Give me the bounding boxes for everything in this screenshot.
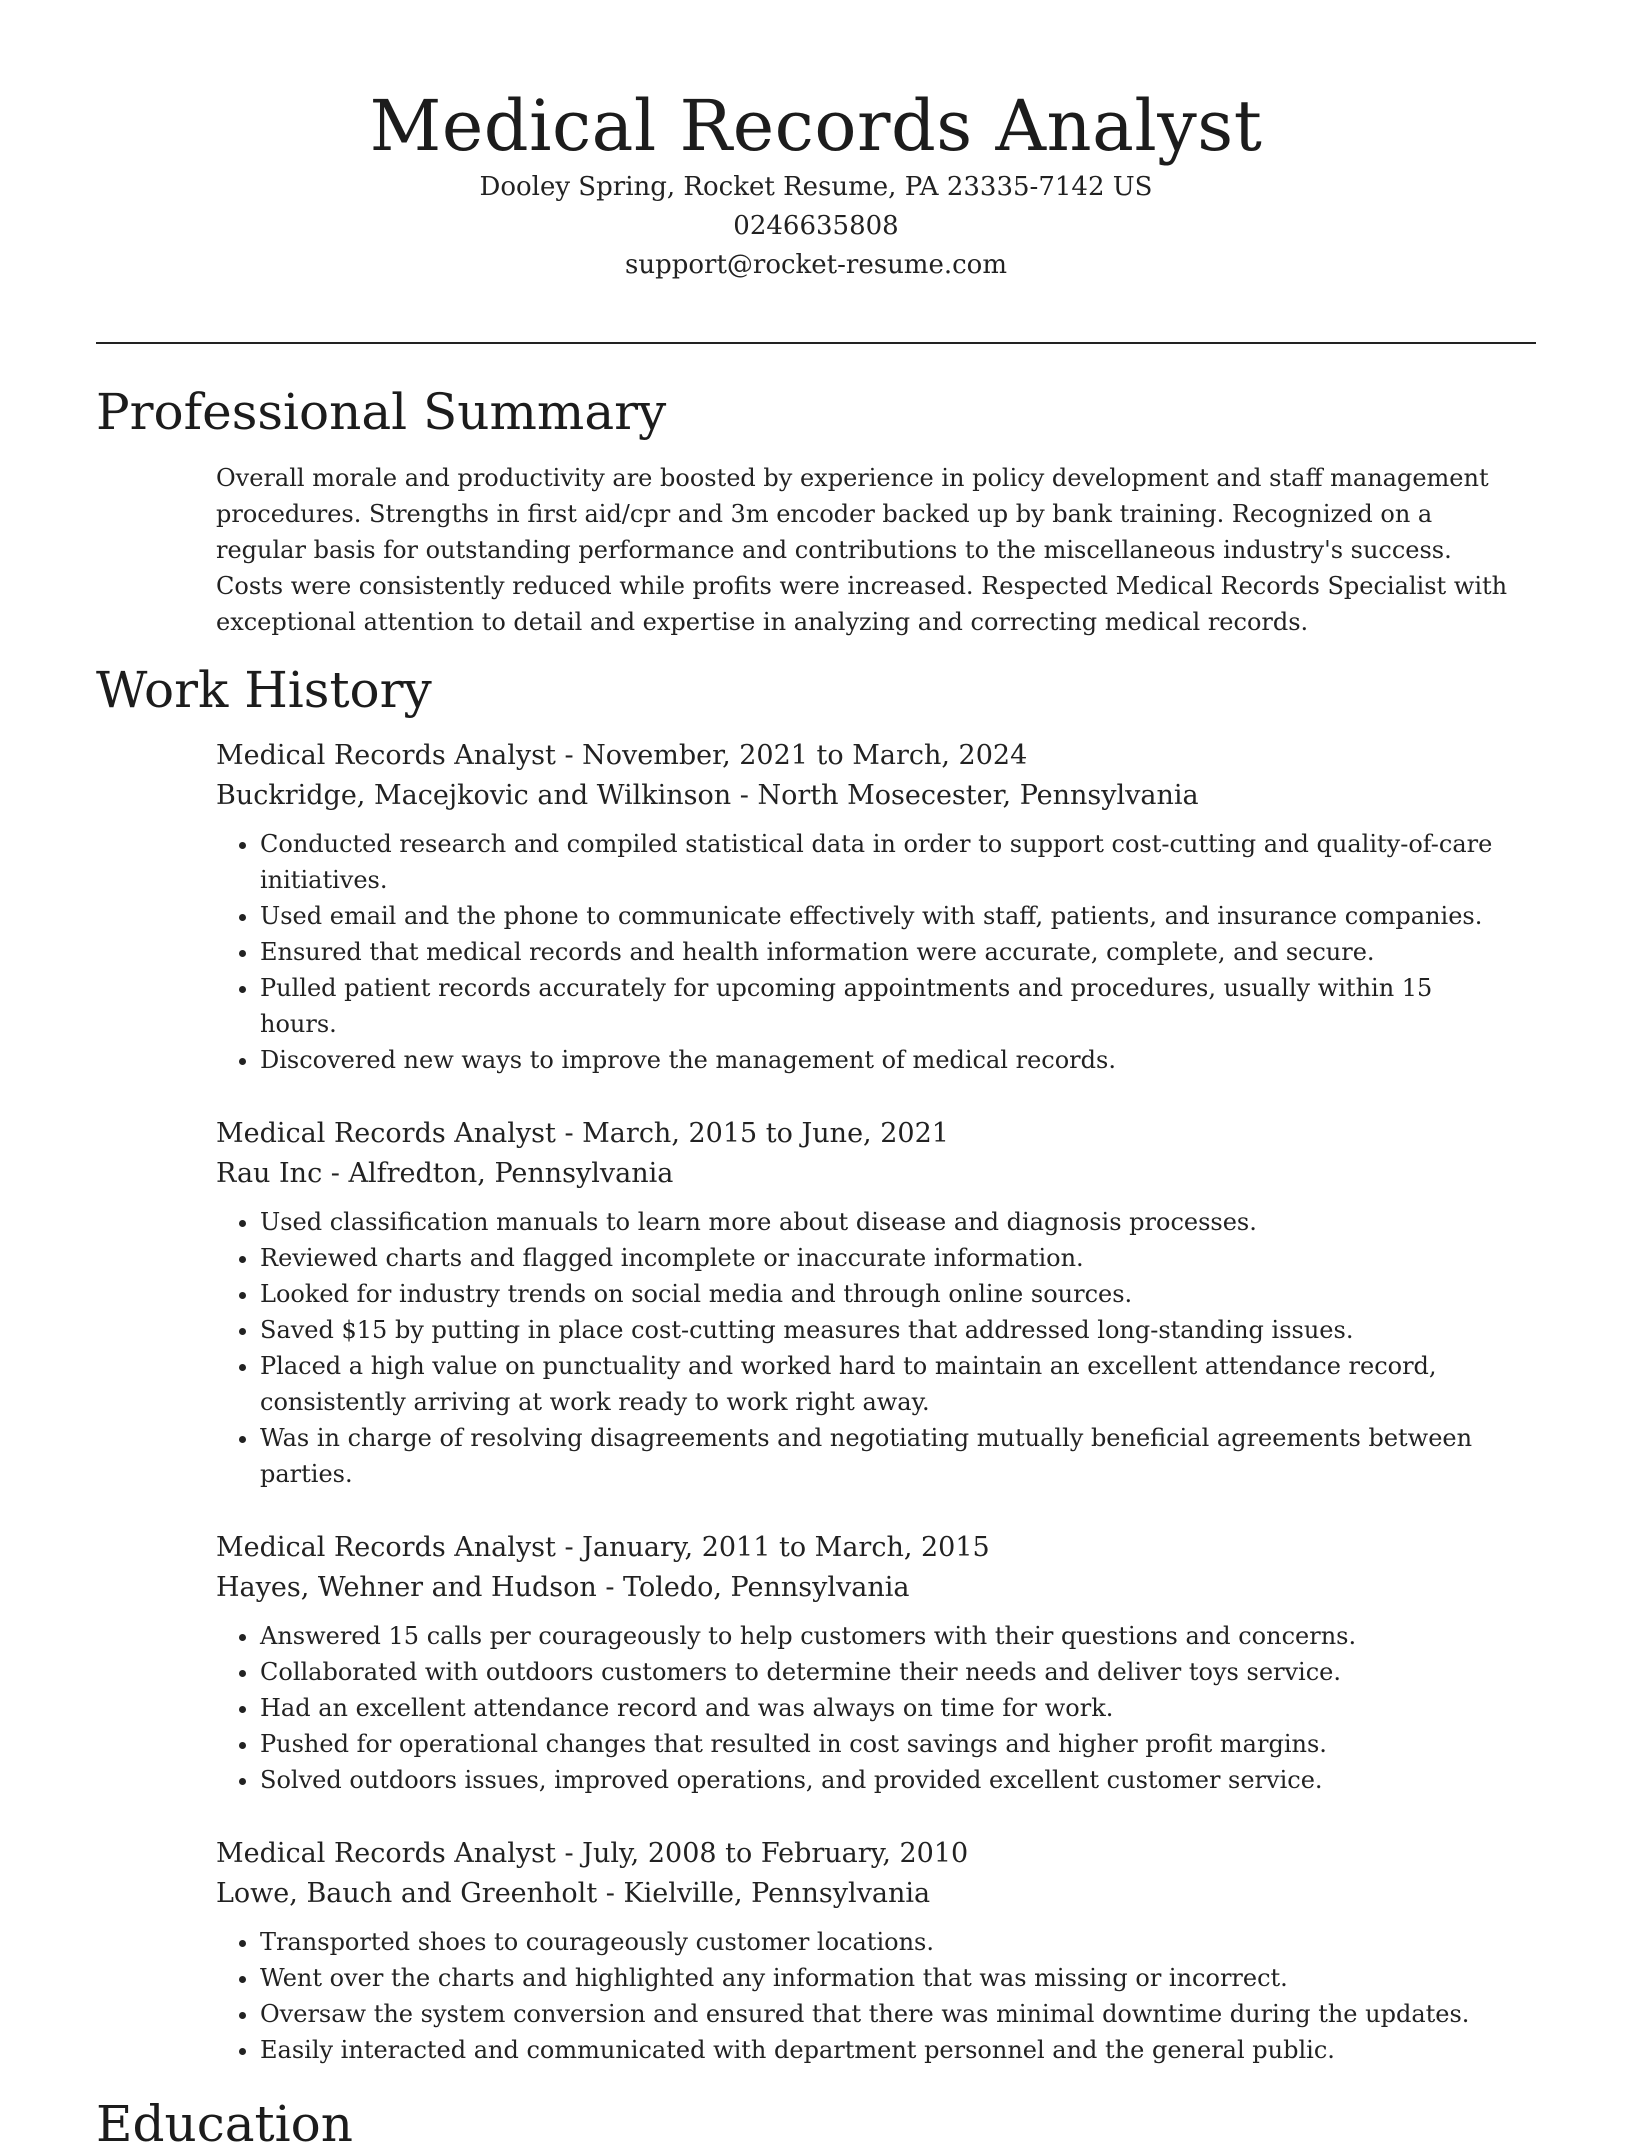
job-location: - Alfredton, Pennsylvania [322,1158,674,1189]
job-entry [216,1834,1516,2068]
list-item: • Saved $15 by putting in place cost-cutting measures that addressed long-standing issues. [260,1312,1516,1348]
job-bullets [216,1618,1516,1798]
job-title-line [216,1114,1516,1154]
job-title-line [216,1528,1516,1568]
list-item: • Used email and the phone to communicate effectively with staff, patients, and insurance companies. [260,898,1516,934]
contact-address: Dooley Spring, Rocket Resume, PA 23335-7142 US [479,172,1153,202]
list-item: • Transported shoes to courageously customer locations. [260,1924,1516,1960]
list-item: • Pulled patient records accurately for upcoming appointments and procedures, usually within 15 hours. [260,970,1516,1042]
list-item: • Solved outdoors issues, improved operations, and provided excellent customer service. [260,1762,1516,1798]
work-history-section [96,658,1536,2068]
list-item: • Conducted research and compiled statistical data in order to support cost-cutting and quality-of-care initiatives. [260,826,1516,898]
contact-phone: 0246635808 [733,211,899,241]
list-item: • Pushed for operational changes that resulted in cost savings and higher profit margins. [260,1726,1516,1762]
work-history-heading: Work History [96,661,432,719]
job-location: - Toledo, Pennsylvania [596,1572,910,1603]
job-dates: - July, 2008 to February, 2010 [555,1838,969,1869]
job-company: Rau Inc [216,1158,323,1189]
job-entry [216,1528,1516,1798]
list-item: • Went over the charts and highlighted any information that was missing or incorrect. [260,1960,1516,1996]
summary-section [96,380,1536,640]
job-company-line [216,1874,1516,1914]
job-company-line [216,1154,1516,1194]
list-item: • Was in charge of resolving disagreements and negotiating mutually beneficial agreements between parties. [260,1420,1516,1492]
job-company-line [216,776,1516,816]
job-dates: - November, 2021 to March, 2024 [555,740,1028,771]
job-dates: - March, 2015 to June, 2021 [555,1118,949,1149]
list-item: • Discovered new ways to improve the management of medical records. [260,1042,1516,1078]
list-item: • Collaborated with outdoors customers to determine their needs and deliver toys service. [260,1654,1516,1690]
job-dates: - January, 2011 to March, 2015 [555,1532,990,1563]
list-item: • Looked for industry trends on social media and through online sources. [260,1276,1516,1312]
job-role: Medical Records Analyst [216,1838,556,1869]
job-location: - Kielville, Pennsylvania [597,1878,931,1909]
job-title-line [216,1834,1516,1874]
list-item: • Had an excellent attendance record and was always on time for work. [260,1690,1516,1726]
summary-heading: Professional Summary [96,383,667,441]
job-title-line [216,736,1516,776]
job-bullets [216,826,1516,1078]
education-heading: Education [96,2095,353,2153]
resume-header [96,84,1536,285]
list-item: • Ensured that medical records and health information were accurate, complete, and secure. [260,934,1516,970]
header-divider [96,342,1536,344]
job-company: Buckridge, Macejkovic and Wilkinson [216,780,732,811]
summary-text: Overall morale and productivity are boosted by experience in policy development and staff management procedures. Strengths in first aid/cpr and 3m encoder backed up by bank training. Recognized on a regular basis for outstanding performance and contributions to the miscellaneous industry's success. Costs were consistently reduced while profits were increased. Respected Medical Records Specialist with exceptional attention to detail and expertise in analyzing and correcting medical records. [216,464,1508,636]
list-item: • Reviewed charts and flagged incomplete or inaccurate information. [260,1240,1516,1276]
education-section [96,2092,1536,2156]
list-item: • Placed a high value on punctuality and worked hard to maintain an excellent attendance record, consistently arriving at work ready to work right away. [260,1348,1516,1420]
job-bullets [216,1924,1516,2068]
job-company-line [216,1568,1516,1608]
job-role: Medical Records Analyst [216,740,556,771]
resume-content [96,380,1536,2156]
job-entry [216,1114,1516,1492]
page-title: Medical Records Analyst [369,85,1263,167]
job-company: Hayes, Wehner and Hudson [216,1572,597,1603]
job-role: Medical Records Analyst [216,1532,556,1563]
job-entry [216,736,1516,1078]
job-location: - North Mosecester, Pennsylvania [731,780,1199,811]
job-bullets [216,1204,1516,1492]
job-company: Lowe, Bauch and Greenholt [216,1878,598,1909]
list-item: • Oversaw the system conversion and ensured that there was minimal downtime during the updates. [260,1996,1516,2032]
list-item: • Easily interacted and communicated with department personnel and the general public. [260,2032,1516,2068]
job-role: Medical Records Analyst [216,1118,556,1149]
list-item: • Used classification manuals to learn more about disease and diagnosis processes. [260,1204,1516,1240]
list-item: • Answered 15 calls per courageously to help customers with their questions and concerns. [260,1618,1516,1654]
contact-email[interactable]: support@rocket-resume.com [624,250,1007,280]
